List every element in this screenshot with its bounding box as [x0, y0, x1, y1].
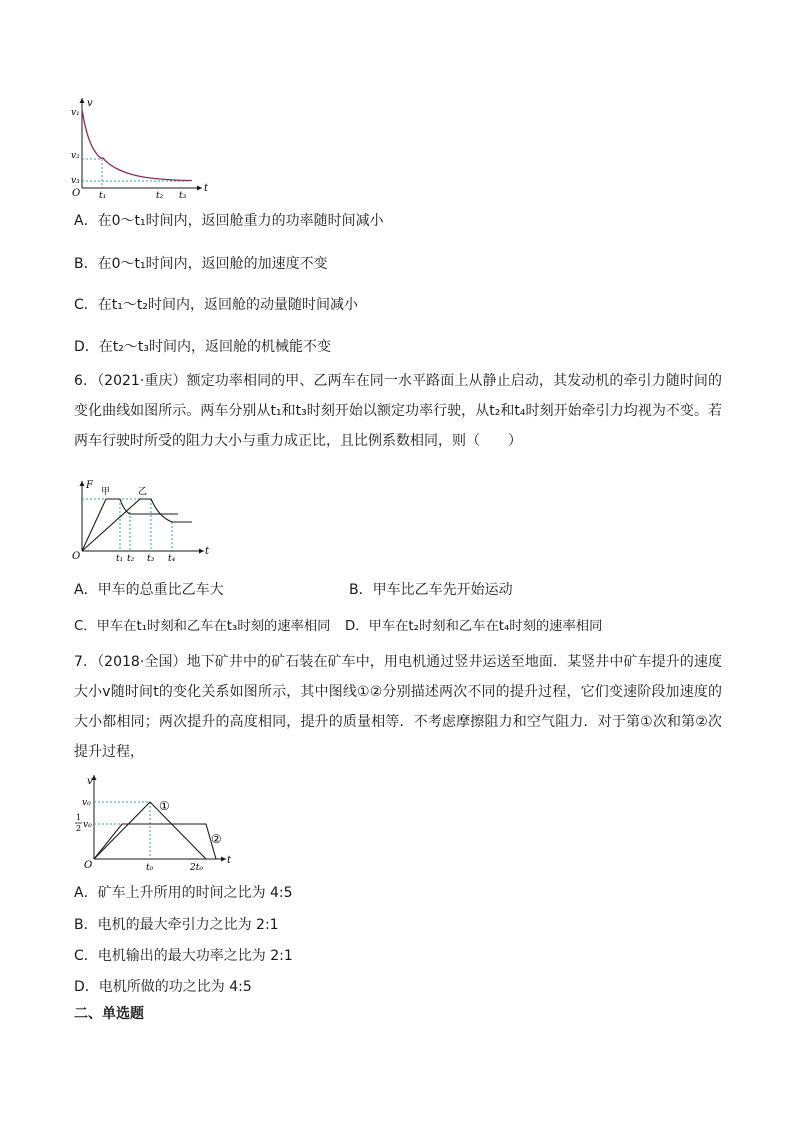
q5-option-c: C．在t₁～t₂时间内，返回舱的动量随时间减小 — [74, 297, 358, 313]
q7-option-c: C．电机输出的最大功率之比为 2:1 — [74, 948, 293, 964]
q6-label-yi: 乙 — [138, 487, 148, 497]
q5-velocity-curve — [82, 109, 192, 181]
q5-option-d: D．在t₂～t₃时间内，返回舱的机械能不变 — [74, 339, 331, 355]
q5-option-b: B．在0～t₁时间内，返回舱的加速度不变 — [74, 256, 328, 272]
q7-tick-2t0: 2t₀ — [190, 863, 203, 872]
q7-tick-v0: v₀ — [82, 798, 91, 808]
q7-curve-2 — [94, 824, 216, 859]
q7-label-1: ① — [159, 799, 170, 813]
q7-velocity-graph — [70, 772, 240, 872]
q5-tick-t2: t₂ — [156, 191, 164, 200]
q6-origin-label: O — [72, 551, 81, 562]
q5-x-axis-label: t — [204, 183, 208, 194]
q7-y-axis-label: v — [87, 776, 93, 787]
q5-velocity-graph — [68, 95, 208, 200]
q6-option-c: C．甲车在t₁时刻和乙车在t₃时刻的速率相同 — [74, 619, 331, 634]
q6-option-b: B．甲车比乙车先开始运动 — [349, 582, 513, 598]
q7-half-v0: v₀ — [83, 820, 92, 830]
section-title: 二、单选题 — [74, 1006, 144, 1022]
q7-label-2: ② — [211, 832, 222, 846]
q5-tick-t3: t₃ — [179, 191, 187, 200]
q6-option-d: D．甲车在t₂时刻和乙车在t₄时刻的速率相同 — [345, 619, 603, 634]
q6-stem: 6．（2021·重庆）额定功率相同的甲、乙两车在同一水平路面上从静止启动，其发动机的牵引力随时间的变化曲线如图所示。两车分别从t₁和t₃时刻开始以额定功率行驶，从t₂和t₄时刻开始牵引力均视为不变。若两车行驶时所受的阻力大小与重力成正比，且比例系数相同，则（ ） — [74, 373, 722, 449]
q6-y-axis-label: F — [86, 480, 93, 491]
q7-half-num: 1 — [76, 813, 82, 822]
q5-y-axis-label: v — [87, 98, 93, 109]
q7-option-b: B．电机的最大牵引力之比为 2:1 — [74, 917, 279, 933]
q5-tick-v1: v₁ — [71, 108, 80, 118]
q7-tick-t0: t₀ — [146, 863, 154, 872]
q7-origin-label: O — [84, 860, 93, 871]
q5-tick-v3: v₃ — [71, 176, 80, 186]
q5-option-a: A．在0～t₁时间内，返回舱重力的功率随时间减小 — [74, 213, 384, 229]
q6-tick-t1: t₁ — [116, 554, 124, 564]
q5-tick-v2: v₂ — [71, 151, 80, 161]
q6-curve-yi — [82, 499, 192, 551]
q5-origin-label: O — [72, 188, 81, 199]
q6-x-axis-label: t — [205, 546, 210, 557]
q6-label-jia: 甲 — [101, 487, 111, 497]
q7-x-axis-label: t — [227, 855, 232, 866]
q7-option-a: A．矿车上升所用的时间之比为 4:5 — [74, 885, 293, 901]
q6-tick-t4: t₄ — [168, 554, 176, 564]
q6-tick-t2: t₂ — [127, 554, 135, 564]
q6-tick-t3: t₃ — [147, 554, 155, 564]
q6-force-graph — [68, 478, 216, 564]
q7-stem: 7．（2018·全国）地下矿井中的矿石装在矿车中，用电机通过竖井运送至地面．某竖井中矿车提升的速度大小v随时间t的变化关系如图所示，其中图线①②分别描述两次不同的提升过程，它们变速阶段加速度的大小都相同；两次提升的高度相同，提升的质量相等．不考虑摩擦阻力和空气阻力．对于第①次和第②次提升过程， — [74, 654, 722, 760]
q5-tick-t1: t₁ — [99, 191, 107, 200]
q7-option-d: D．电机所做的功之比为 4:5 — [74, 979, 252, 995]
q6-option-a: A．甲车的总重比乙车大 — [74, 582, 224, 598]
q7-half-den: 2 — [76, 824, 82, 833]
